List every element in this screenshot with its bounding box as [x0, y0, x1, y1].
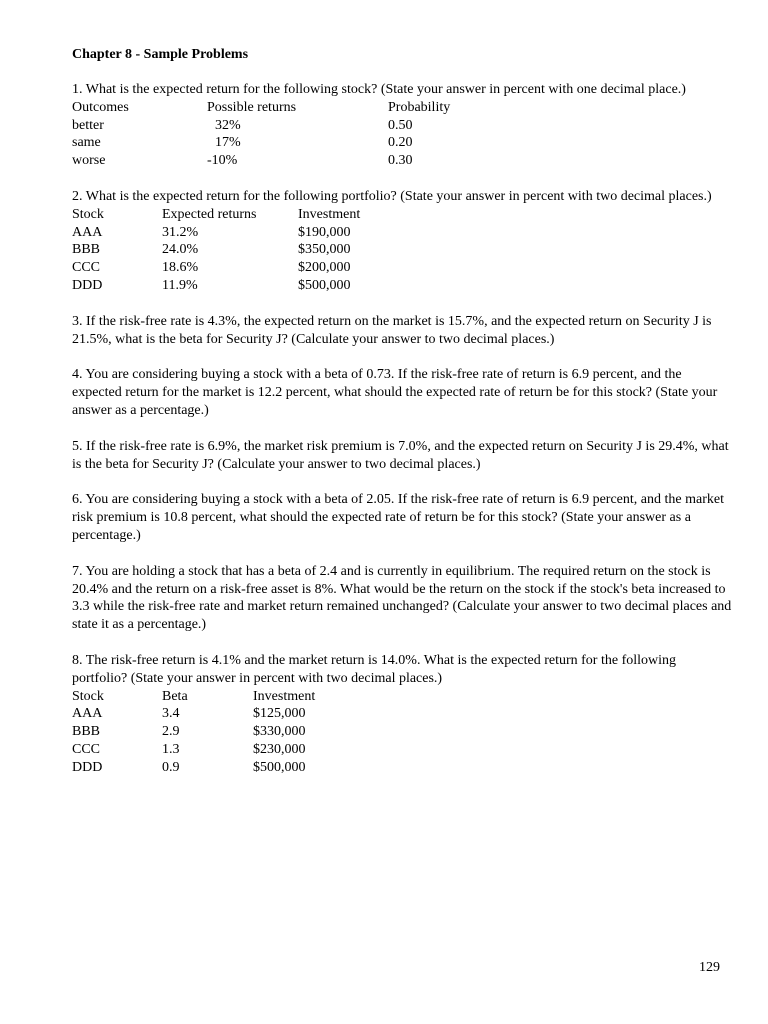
table-row [72, 241, 732, 259]
table-row [72, 705, 732, 723]
problem-2 [72, 188, 732, 295]
table-cell: $200,000 [298, 260, 351, 276]
table-row [72, 723, 732, 741]
column-header: Probability [388, 99, 451, 115]
table-cell: BBB [72, 242, 101, 258]
table-cell: 1.3 [162, 741, 180, 757]
table-cell: DDD [72, 277, 103, 293]
problem-4 [72, 366, 732, 419]
table-cell: $330,000 [253, 724, 306, 740]
table-row [72, 259, 732, 277]
problem-7 [72, 563, 732, 634]
table-cell: $230,000 [253, 741, 306, 757]
table-cell: 2.9 [162, 724, 180, 740]
table-cell: 0.20 [388, 135, 413, 151]
table-header-row [72, 206, 732, 224]
table-row [72, 759, 732, 777]
table-cell: 31.2% [162, 224, 199, 240]
column-header: Beta [162, 688, 188, 704]
table-row [72, 741, 732, 759]
problem-4-text: 4. You are considering buying a stock with a beta of 0.73. If the risk-free rate of return is 6.9 percent, and the expected return for the market is 12.2 percent, what should the expected rate of return be for this stock? (State your answer as a percentage.) [72, 367, 718, 418]
table-cell: $500,000 [253, 759, 306, 775]
table-cell: CCC [72, 260, 101, 276]
column-header: Stock [72, 688, 104, 704]
table-cell: 18.6% [162, 260, 199, 276]
table-header-row [72, 688, 732, 706]
problem-8 [72, 652, 732, 777]
table-row [72, 277, 732, 295]
table-cell: $125,000 [253, 706, 306, 722]
table-cell: 24.0% [162, 242, 199, 258]
table-row [72, 152, 732, 170]
problem-1-table [72, 99, 732, 170]
column-header: Stock [72, 206, 104, 222]
table-cell: 11.9% [162, 277, 198, 293]
table-row [72, 134, 732, 152]
table-cell: AAA [72, 706, 103, 722]
table-cell: 0.50 [388, 117, 413, 133]
table-cell: $500,000 [298, 277, 351, 293]
column-header: Investment [298, 206, 361, 222]
problem-1-text: 1. What is the expected return for the following stock? (State your answer in percent with one decimal place.) [72, 82, 686, 97]
problem-6-text: 6. You are considering buying a stock with a beta of 2.05. If the risk-free rate of return is 6.9 percent, and the market risk premium is 10.8 percent, what should the expected rate of return be for this stock? (State your answer as a percentage.) [72, 492, 724, 543]
problem-1 [72, 81, 732, 170]
table-cell: CCC [72, 741, 101, 757]
column-header: Investment [253, 688, 316, 704]
table-cell: 3.4 [162, 706, 180, 722]
table-cell: 17% [215, 135, 241, 151]
table-cell: worse [72, 153, 106, 169]
table-cell: AAA [72, 224, 103, 240]
table-header-row [72, 99, 732, 117]
table-cell: $350,000 [298, 242, 351, 258]
table-cell: 0.9 [162, 759, 180, 775]
page-number: 129 [699, 960, 720, 975]
column-header: Possible returns [207, 99, 297, 115]
table-cell: -10% [207, 153, 238, 169]
problem-8-table [72, 688, 732, 777]
table-cell: BBB [72, 724, 101, 740]
problem-5-text: 5. If the risk-free rate is 6.9%, the market risk premium is 7.0%, and the expected return on Security J is 29.4%, what is the beta for Security J? (Calculate your answer to two decimal places.) [72, 438, 729, 472]
table-row [72, 117, 732, 135]
table-cell: 32% [215, 117, 241, 133]
column-header: Outcomes [72, 99, 129, 115]
table-cell: same [72, 135, 101, 151]
problem-8-text: 8. The risk-free return is 4.1% and the market return is 14.0%. What is the expected return for the following portfolio? (State your answer in percent with two decimal places.) [72, 652, 677, 686]
table-cell: DDD [72, 759, 103, 775]
problem-2-text: 2. What is the expected return for the following portfolio? (State your answer in percent with two decimal places.) [72, 188, 712, 204]
problem-2-table [72, 206, 732, 295]
page-title: Chapter 8 - Sample Problems [72, 47, 249, 62]
document-page [72, 46, 732, 795]
problem-7-text: 7. You are holding a stock that has a beta of 2.4 and is currently in equilibrium. The required return on the stock is 20.4% and the return on a risk-free asset is 8%. What would be the return on the stock if the stock's beta increased to 3.3 while the risk-free rate and market return remained unchanged? (Calculate your answer to two decimal places and state it as a percentage.) [72, 563, 732, 633]
table-cell: 0.30 [388, 153, 413, 169]
table-cell: $190,000 [298, 224, 351, 240]
column-header: Expected returns [162, 206, 257, 222]
problem-3 [72, 313, 732, 349]
problem-6 [72, 491, 732, 544]
problem-3-text: 3. If the risk-free rate is 4.3%, the expected return on the market is 15.7%, and the expected return on Security J is 21.5%, what is the beta for Security J? (Calculate your answer to two decimal places.) [72, 313, 712, 347]
table-row [72, 224, 732, 242]
table-cell: better [72, 117, 104, 133]
problem-5 [72, 438, 732, 474]
